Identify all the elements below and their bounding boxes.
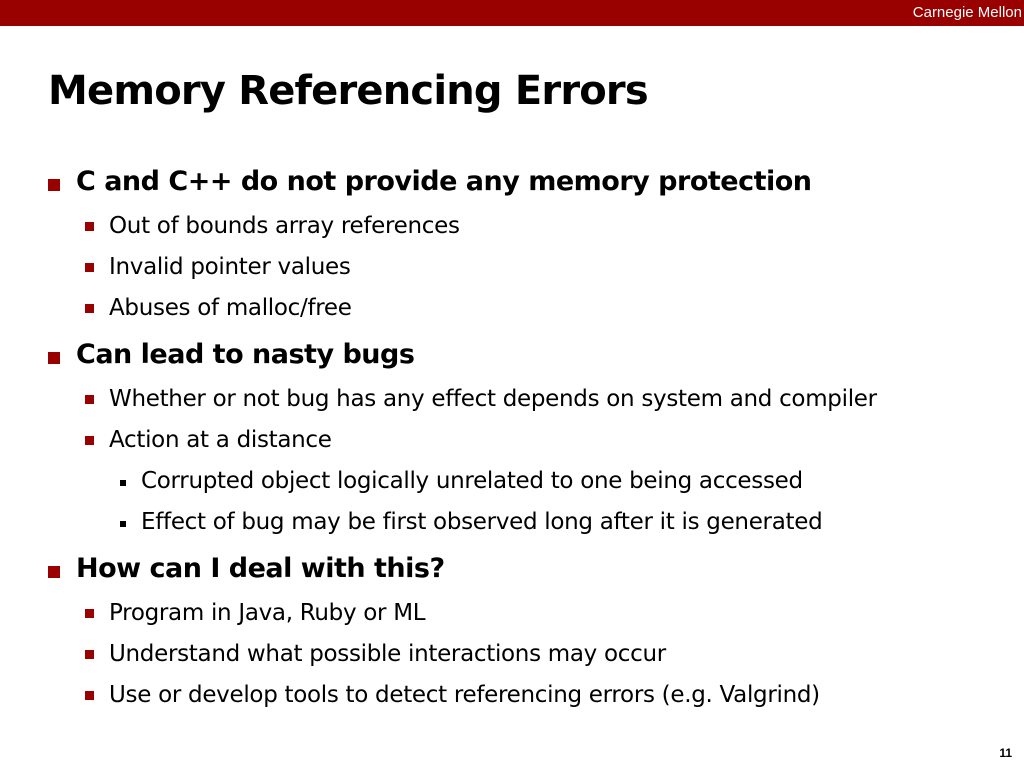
small-square-bullet-icon xyxy=(120,480,126,486)
square-bullet-icon xyxy=(85,436,94,445)
sub-bullet-text: Abuses of malloc/free xyxy=(109,295,352,321)
square-bullet-icon xyxy=(85,691,94,700)
bullet-text: Can lead to nasty bugs xyxy=(76,339,415,370)
sub-bullet-text: Invalid pointer values xyxy=(109,254,351,280)
header-bar xyxy=(0,0,1024,26)
square-bullet-icon xyxy=(48,179,60,191)
sub-bullet-text: Program in Java, Ruby or ML xyxy=(109,600,426,626)
square-bullet-icon xyxy=(85,222,94,231)
sub-bullet-text: Action at a distance xyxy=(109,427,332,453)
square-bullet-icon xyxy=(85,304,94,313)
square-bullet-icon xyxy=(48,566,60,578)
sub-bullet-text: Out of bounds array references xyxy=(109,213,460,239)
square-bullet-icon xyxy=(85,395,94,404)
square-bullet-icon xyxy=(48,352,60,364)
square-bullet-icon xyxy=(85,650,94,659)
small-square-bullet-icon xyxy=(120,521,126,527)
sub-bullet-text: Use or develop tools to detect referencing errors (e.g. Valgrind) xyxy=(109,682,820,708)
square-bullet-icon xyxy=(85,263,94,272)
sub-bullet-text: Understand what possible interactions may occur xyxy=(109,641,666,667)
sub-sub-bullet-text: Corrupted object logically unrelated to one being accessed xyxy=(141,468,803,494)
brand-label: Carnegie Mellon xyxy=(912,4,1022,21)
sub-sub-bullet-text: Effect of bug may be first observed long after it is generated xyxy=(141,509,823,535)
page-number: 11 xyxy=(999,746,1012,760)
bullet-text: How can I deal with this? xyxy=(76,553,445,584)
sub-bullet-text: Whether or not bug has any effect depends on system and compiler xyxy=(109,386,877,412)
bullet-text: C and C++ do not provide any memory protection xyxy=(76,166,812,197)
slide-title: Memory Referencing Errors xyxy=(48,68,648,114)
square-bullet-icon xyxy=(85,609,94,618)
